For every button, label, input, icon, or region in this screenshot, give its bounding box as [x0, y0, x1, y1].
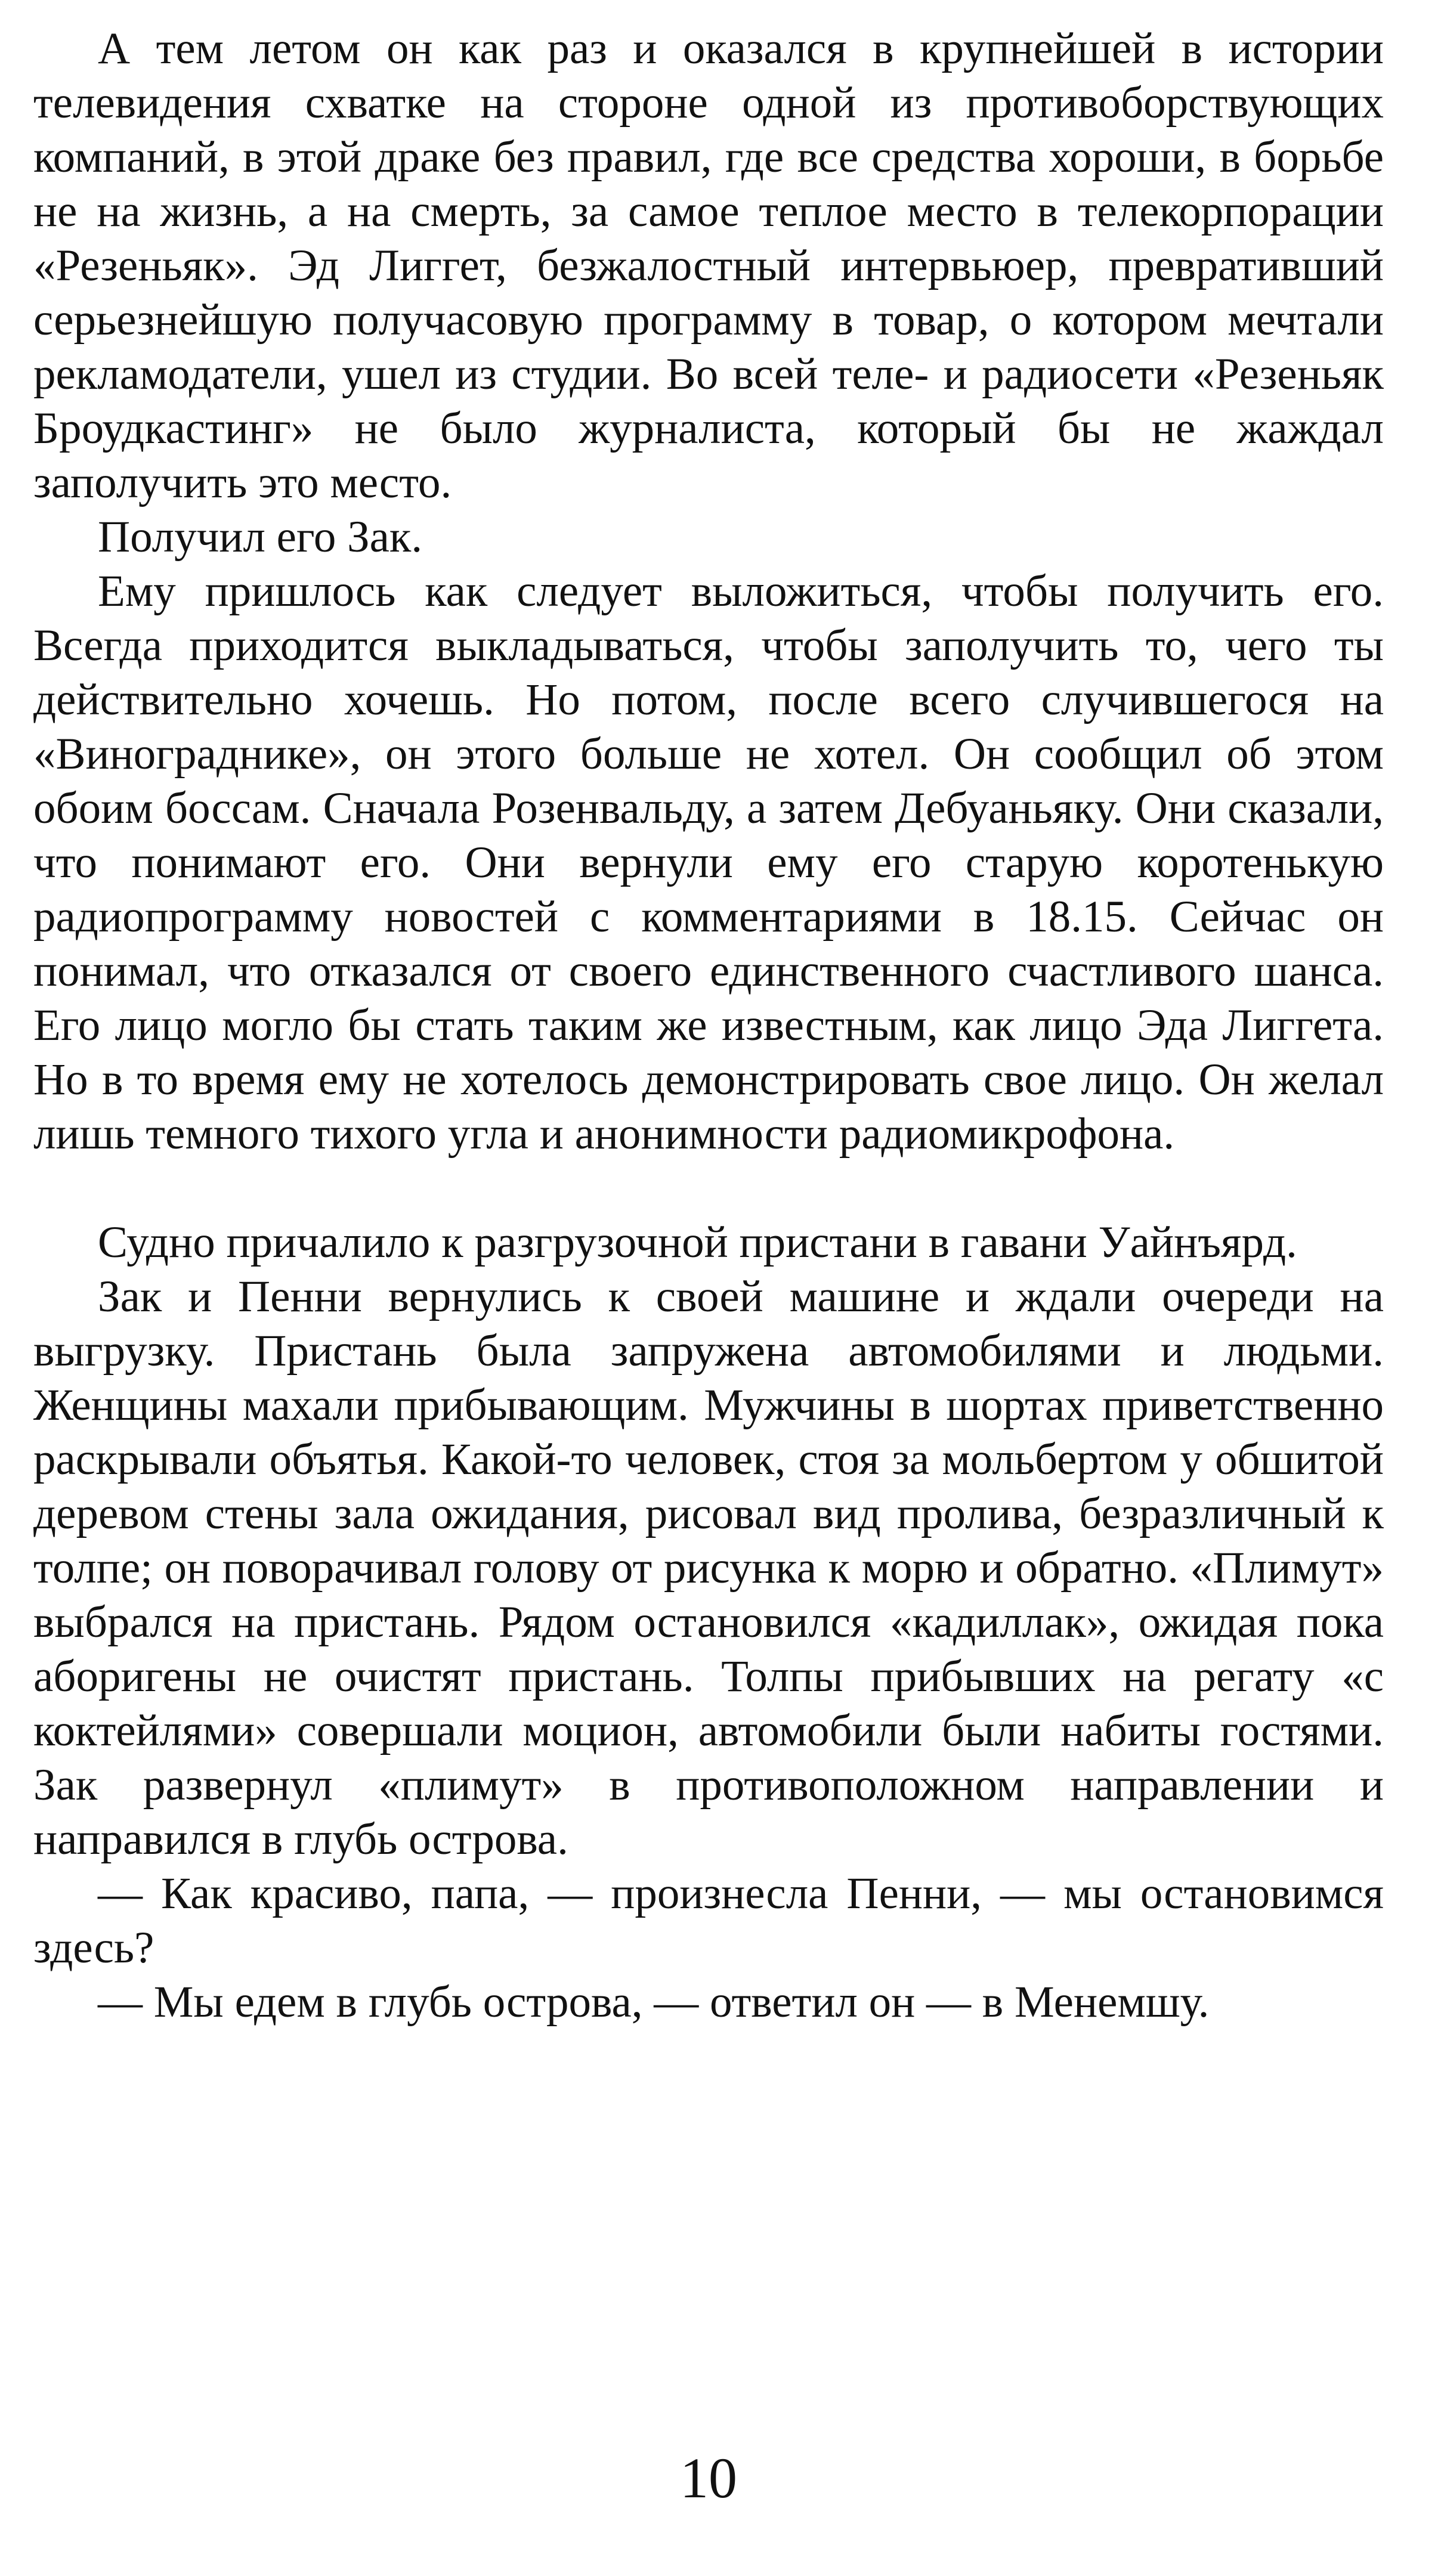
text-block-1	[33, 21, 1384, 1161]
section-break	[33, 1161, 1384, 1215]
paragraph-4: Судно причалило к разгрузочной пристани в гавани Уайнъярд.	[98, 1218, 1297, 1267]
paragraph-2: Получил его Зак.	[98, 512, 423, 562]
page-number: 10	[680, 2446, 737, 2510]
book-page	[33, 21, 1384, 2526]
paragraph-3: Ему пришлось как следует выложиться, чтобы получить его. Всегда приходится выкладываться, чтобы заполучить то, чего ты действительно хочешь. Но потом, после всего случившегося на «Винограднике», он этого больше не хотел. Он сообщил об этом обоим боссам. Сначала Розенвальду, а затем Дебуаньяку. Они сказали, что понимают его. Они вернули ему его старую коротенькую радиопрограмму новостей с комментариями в 18.15. Сейчас он понимал, что отказался от своего единственного счастливого шанса. Его лицо могло бы стать таким же известным, как лицо Эда Лиггета. Но в то время ему не хотелось демонстрировать свое лицо. Он желал лишь темного тихого угла и анонимности радиомикрофона.	[33, 566, 1384, 1159]
paragraph-5: Зак и Пенни вернулись к своей машине и ждали очереди на выгрузку. Пристань была запружена автомобилями и людьми. Женщины махали прибывающим. Мужчины в шортах приветственно раскрывали объятья. Какой-то человек, стоя за мольбертом у обшитой деревом стены зала ожидания, рисовал вид пролива, безразличный к толпе; он поворачивал голову от рисунка к морю и обратно. «Плимут» выбрался на пристань. Рядом остановился «кадиллак», ожидая пока аборигены не очистят пристань. Толпы прибывших на регату «с коктейлями» совершали моцион, автомобили были набиты гостями. Зак развернул «плимут» в противоположном направлении и направился в глубь острова.	[33, 1272, 1384, 1864]
paragraph-7: — Мы едем в глубь острова, — ответил он — в Менемшу.	[98, 1977, 1210, 2027]
text-block-2	[33, 1215, 1384, 2029]
paragraph-1: А тем летом он как раз и оказался в крупнейшей в истории телевидения схватке на стороне одной из противоборствующих компаний, в этой драке без правил, где все средства хороши, в борьбе не на жизнь, а на смерть, за самое теплое место в телекорпорации «Резеньяк». Эд Лиггет, безжалостный интервьюер, превративший серьезнейшую получасовую программу в товар, о котором мечтали рекламодатели, ушел из студии. Во всей теле- и радиосети «Резеньяк Броудкастинг» не было журналиста, который бы не жаждал заполучить это место.	[33, 24, 1384, 507]
paragraph-6: — Как красиво, папа, — произнесла Пенни, — мы остановимся здесь?	[33, 1869, 1384, 1973]
